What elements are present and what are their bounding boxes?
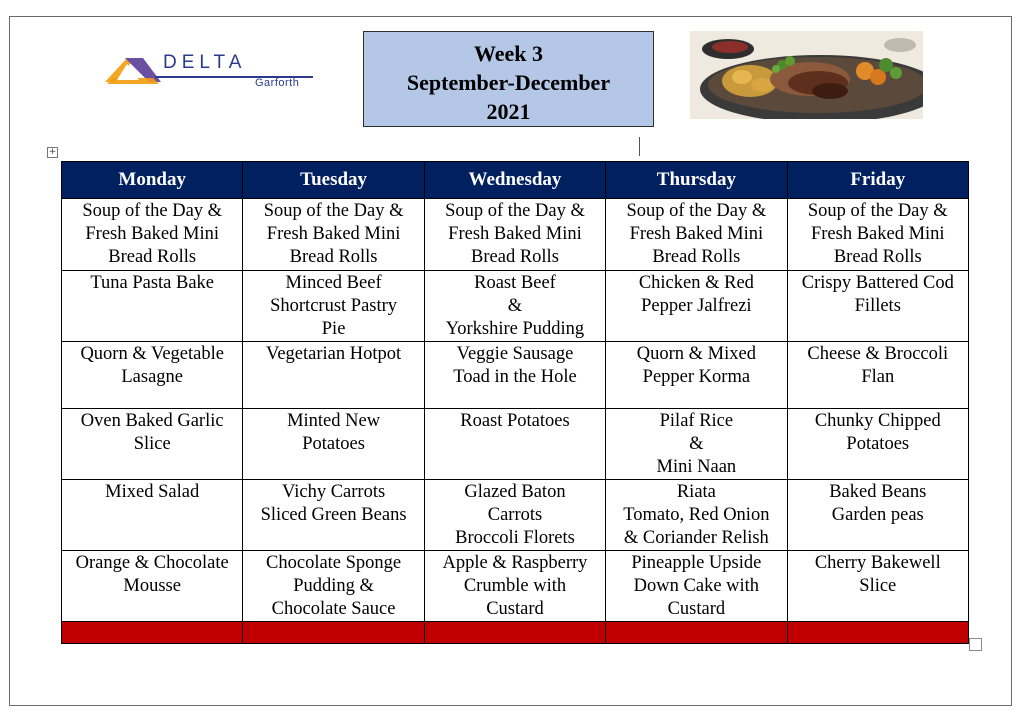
table-row	[62, 199, 969, 271]
table-row	[62, 551, 969, 622]
menu-cell: Apple & Raspberry Crumble with Custard	[424, 551, 605, 622]
menu-cell: Cherry Bakewell Slice	[787, 551, 968, 622]
menu-cell: Chicken & Red Pepper Jalfrezi	[606, 271, 787, 342]
menu-cell: Soup of the Day & Fresh Baked Mini Bread Rolls	[787, 199, 968, 271]
menu-cell: Chocolate Sponge Pudding & Chocolate Sauce	[243, 551, 424, 622]
menu-title-box	[363, 31, 654, 127]
menu-cell: Soup of the Day & Fresh Baked Mini Bread Rolls	[424, 199, 605, 271]
header-tuesday: Tuesday	[243, 162, 424, 199]
footer-bar-cell	[606, 622, 787, 644]
table-row	[62, 342, 969, 409]
menu-cell: Vegetarian Hotpot	[243, 342, 424, 409]
table-row	[62, 271, 969, 342]
delta-logo	[103, 52, 333, 94]
header-monday: Monday	[62, 162, 243, 199]
roast-dinner-photo	[690, 31, 923, 119]
menu-cell: Vichy Carrots Sliced Green Beans	[243, 480, 424, 551]
table-move-handle[interactable]: +	[48, 147, 57, 157]
footer-bar-cell	[62, 622, 243, 644]
menu-cell: Chunky Chipped Potatoes	[787, 409, 968, 480]
header-wednesday: Wednesday	[424, 162, 605, 199]
menu-cell: Oven Baked Garlic Slice	[62, 409, 243, 480]
menu-cell: Roast Beef & Yorkshire Pudding	[424, 271, 605, 342]
header-thursday: Thursday	[606, 162, 787, 199]
menu-cell: Soup of the Day & Fresh Baked Mini Bread Rolls	[606, 199, 787, 271]
logo-name: DELTA	[163, 52, 247, 73]
menu-cell: Pilaf Rice & Mini Naan	[606, 409, 787, 480]
logo-location: Garforth	[255, 77, 300, 89]
table-resize-handle[interactable]	[969, 638, 982, 651]
title-term: September-December	[406, 70, 611, 95]
menu-cell: Cheese & Broccoli Flan	[787, 342, 968, 409]
delta-logo-mark-icon	[103, 52, 163, 94]
menu-cell: Mixed Salad	[62, 480, 243, 551]
menu-cell: Minced Beef Shortcrust Pastry Pie	[243, 271, 424, 342]
menu-cell: Crispy Battered Cod Fillets	[787, 271, 968, 342]
title-year: 2021	[486, 99, 531, 124]
menu-cell: Soup of the Day & Fresh Baked Mini Bread Rolls	[243, 199, 424, 271]
menu-cell: Orange & Chocolate Mousse	[62, 551, 243, 622]
footer-bar-cell	[243, 622, 424, 644]
menu-cell: Quorn & Vegetable Lasagne	[62, 342, 243, 409]
text-cursor	[639, 137, 640, 156]
title-week: Week 3	[473, 41, 544, 66]
menu-cell: Veggie Sausage Toad in the Hole	[424, 342, 605, 409]
menu-cell: Tuna Pasta Bake	[62, 271, 243, 342]
header-friday: Friday	[787, 162, 968, 199]
menu-cell: Minted New Potatoes	[243, 409, 424, 480]
menu-cell: Pineapple Upside Down Cake with Custard	[606, 551, 787, 622]
menu-cell: Baked Beans Garden peas	[787, 480, 968, 551]
footer-bar-cell	[424, 622, 605, 644]
menu-cell: Riata Tomato, Red Onion & Coriander Relish	[606, 480, 787, 551]
menu-cell: Quorn & Mixed Pepper Korma	[606, 342, 787, 409]
menu-cell: Glazed Baton Carrots Broccoli Florets	[424, 480, 605, 551]
footer-color-bar-row	[62, 622, 969, 644]
menu-table	[61, 161, 969, 644]
menu-cell: Roast Potatoes	[424, 409, 605, 480]
table-row	[62, 480, 969, 551]
table-row	[62, 409, 969, 480]
day-header-row	[62, 162, 969, 199]
footer-bar-cell	[787, 622, 968, 644]
menu-cell: Soup of the Day & Fresh Baked Mini Bread Rolls	[62, 199, 243, 271]
